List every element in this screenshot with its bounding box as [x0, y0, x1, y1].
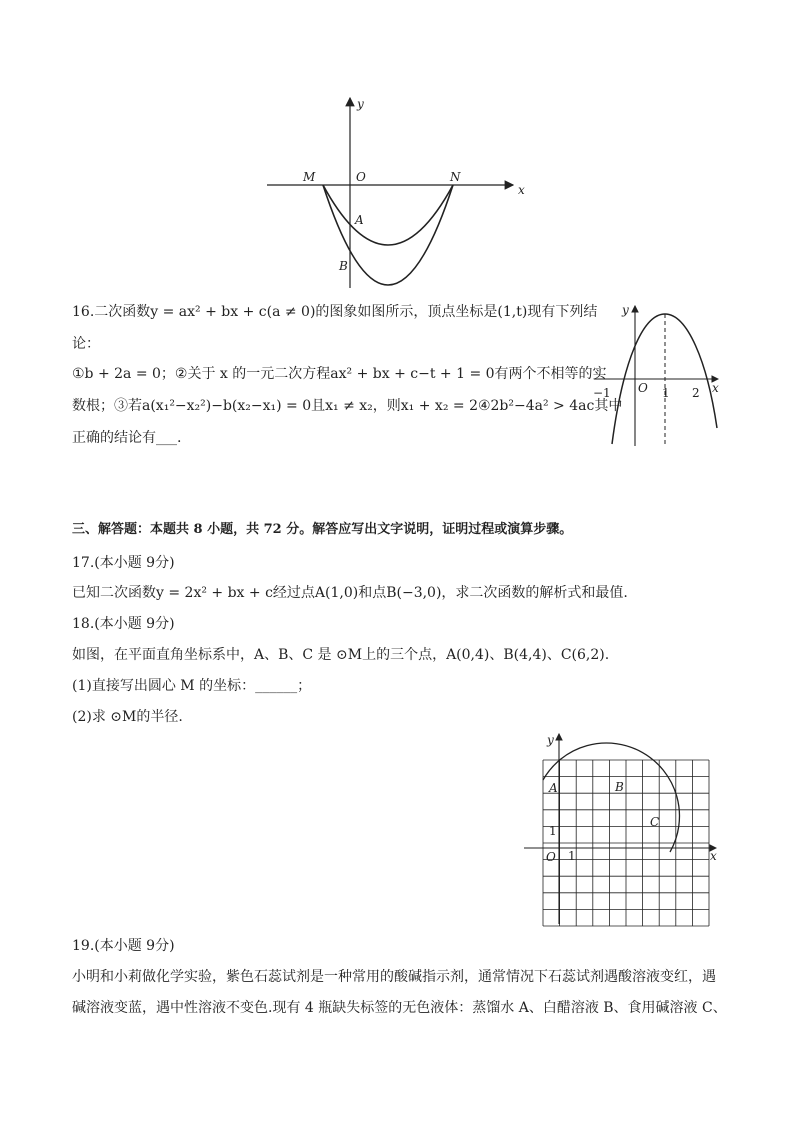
y-tick-1-label: 1: [549, 824, 557, 838]
y-axis-label: y: [357, 97, 364, 111]
q16-line2: 论：: [72, 336, 100, 352]
x-tick-1-label: 1: [568, 849, 576, 863]
q16-line4: 数根；③若a(x₁²−x₂²)−b(x₂−x₁) = 0且x₁ ≠ x₂，则x₁ + x₂ = 2④2b²−4a² > 4ac其中: [72, 398, 623, 414]
q16-line5: 正确的结论有___.: [72, 430, 182, 446]
q18-part2: (2)求 ⊙M的半径.: [72, 709, 183, 725]
section-3-heading: 三、解答题：本题共 8 小题，共 72 分。解答应写出文字说明，证明过程或演算步骤。: [72, 522, 573, 537]
point-b-label: B: [615, 780, 624, 794]
point-m-label: M: [303, 170, 316, 184]
q16-parabola-figure: [588, 300, 728, 450]
q18-intro: 如图，在平面直角坐标系中，A、B、C 是 ⊙M上的三个点，A(0,4)、B(4,4)、C(6,2).: [72, 647, 610, 663]
tick-2-label: 2: [692, 386, 700, 400]
q16-line1: 16.二次函数y = ax² + bx + c(a ≠ 0)的图象如图所示，顶点坐标是(1,t)现有下列结: [72, 304, 598, 320]
grid: [543, 760, 709, 926]
y-axis-label: y: [547, 733, 554, 747]
point-a-label: A: [549, 781, 558, 795]
q17-title: 17.(本小题 9分): [72, 555, 175, 571]
q18-grid-figure: [520, 728, 725, 928]
y-axis-label: y: [622, 303, 629, 317]
q18-title: 18.(本小题 9分): [72, 616, 175, 632]
q17-text: 已知二次函数y = 2x² + bx + c经过点A(1,0)和点B(−3,0)，求二次函数的解析式和最值.: [72, 585, 628, 601]
tick-neg1-label: −1: [593, 386, 611, 400]
q19-line1: 小明和小莉做化学实验，紫色石蕊试剂是一种常用的酸碱指示剂，通常情况下石蕊试剂遇酸溶液变红，遇: [72, 969, 716, 985]
x-axis-label: x: [712, 381, 719, 395]
x-axis-label: x: [710, 849, 717, 863]
point-a-label: A: [355, 213, 364, 227]
point-c-label: C: [650, 815, 660, 829]
x-axis-label: x: [518, 183, 525, 197]
origin-label: O: [356, 170, 366, 184]
origin-label: O: [546, 850, 556, 864]
origin-label: O: [638, 381, 648, 395]
q19-title: 19.(本小题 9分): [72, 938, 175, 954]
q16-line3: ①b + 2a = 0；②关于 x 的一元二次方程ax² + bx + c−t + 1 = 0有两个不相等的实: [72, 366, 607, 382]
q19-line2: 碱溶液变蓝，遇中性溶液不变色.现有 4 瓶缺失标签的无色液体：蒸馏水 A、白醋溶液 B、食用碱溶液 C、: [72, 1000, 727, 1016]
tick-1-label: 1: [662, 386, 670, 400]
point-b-label: B: [339, 259, 348, 273]
point-n-label: N: [450, 170, 461, 184]
two-parabolas-figure: [255, 90, 545, 290]
q18-part1: (1)直接写出圆心 M 的坐标：______；: [72, 678, 312, 694]
